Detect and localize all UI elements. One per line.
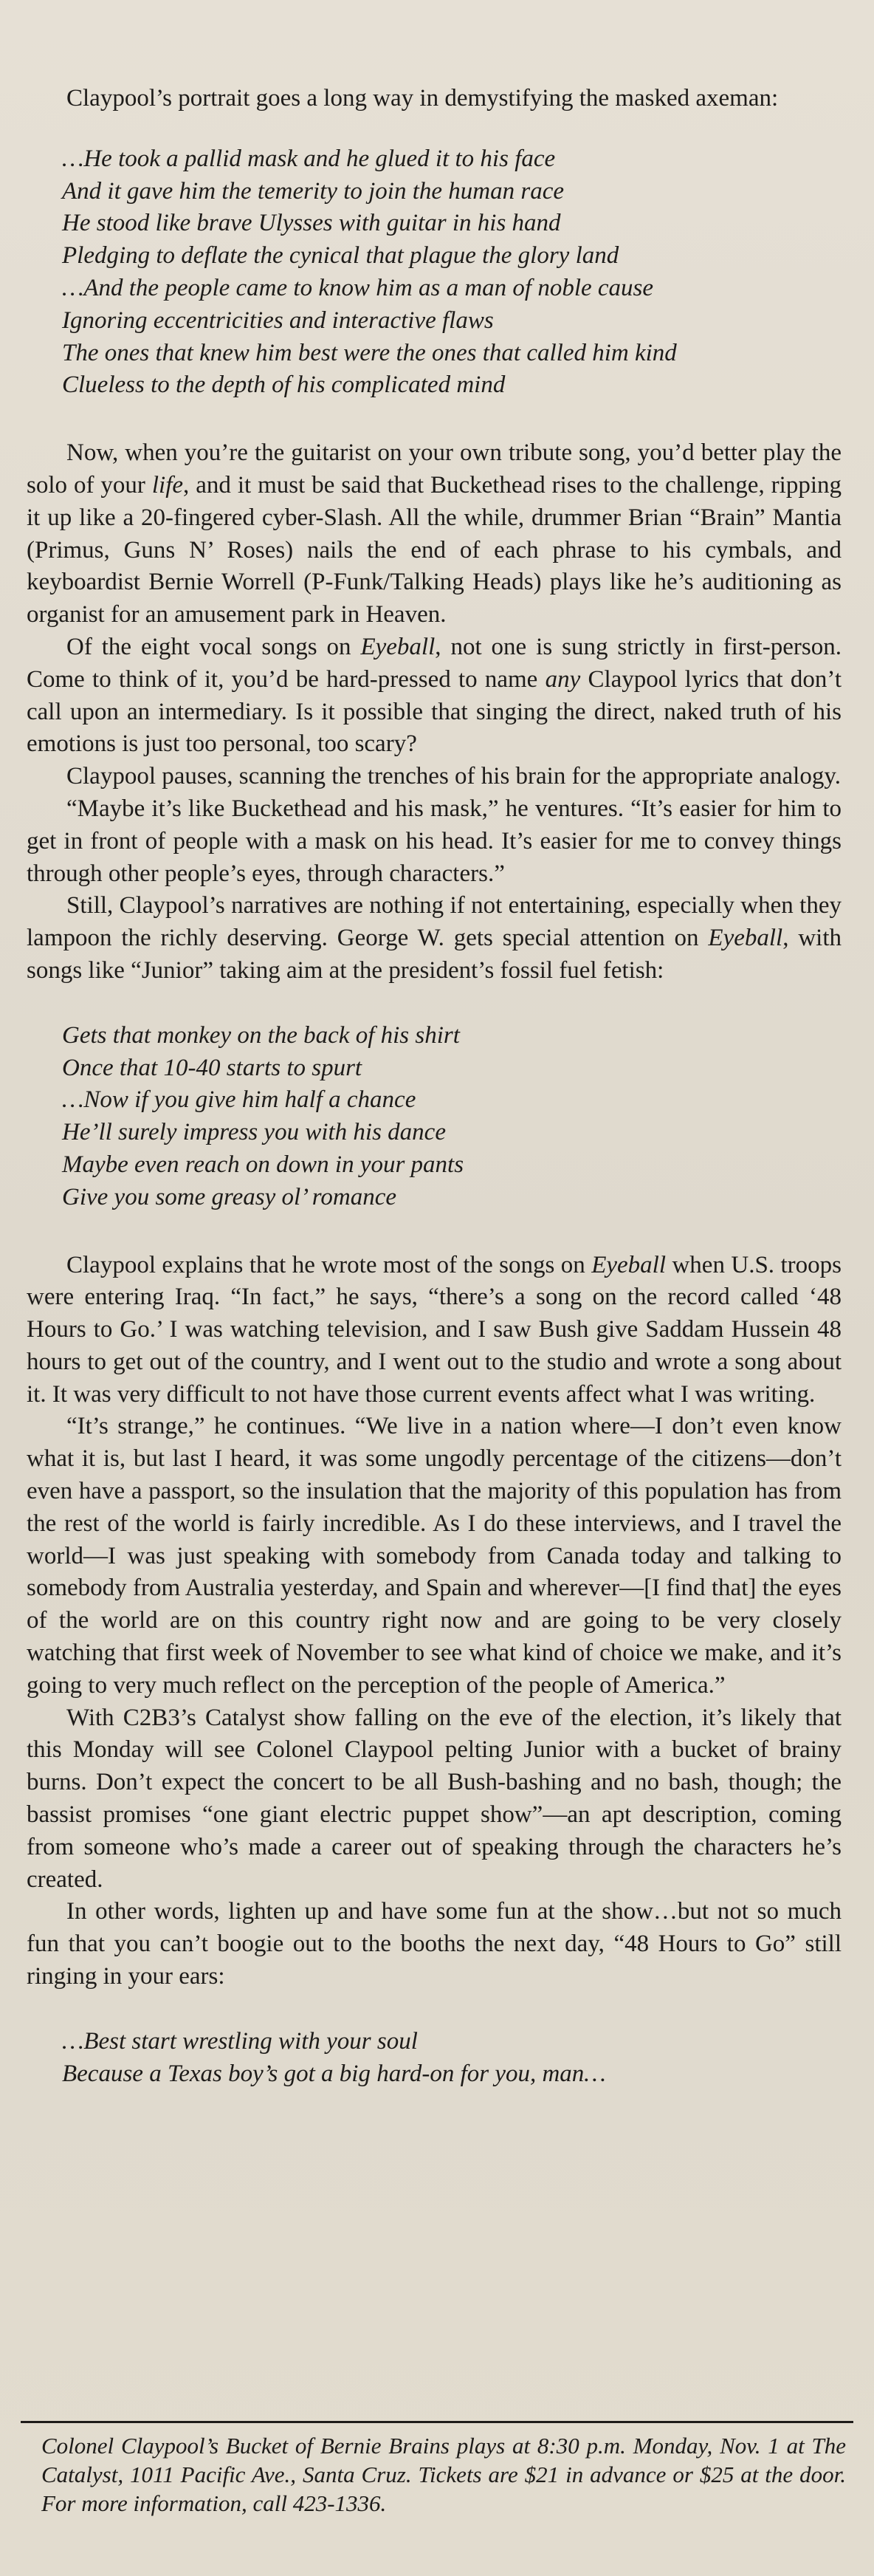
paragraph-lighten-up: In other words, lighten up and have some fun at the show…but not so much fun that you can’t boogie out to the booths the next day, “48 Hours to Go” still ringing in your ears:	[27, 1898, 842, 1990]
paragraph-election: With C2B3’s Catalyst show falling on the eve of the election, it’s likely that this Monday will see Colonel Claypool pelting Junior with a bucket of brainy burns. Don’t expect the concert to be all Bush-bashing and no bash, though; the bassist promises “one giant electric puppet show”—an apt description, coming from someone who’s made a career out of speaking through the characters he’s created.	[27, 1704, 842, 1893]
lyric-line: The ones that knew him best were the ones that called him kind	[62, 339, 677, 366]
lyric-line: Because a Texas boy’s got a big hard-on for you, man…	[62, 2060, 606, 2087]
paragraph-mask-quote: “Maybe it’s like Buckethead and his mask,” he ventures. “It’s easier for him to get in front of people with a mask on his head. It’s easier for me to convey things through other people’s eyes, through characters.”	[27, 795, 842, 887]
divider-rule	[21, 2421, 853, 2423]
lyric-line: …He took a pallid mask and he glued it to his face	[62, 145, 556, 172]
lyric-line: …Best start wrestling with your soul	[62, 2027, 418, 2055]
lyric-line: And it gave him the temerity to join the human race	[62, 177, 565, 205]
paragraph-lampoon: Still, Claypool’s narratives are nothing if not entertaining, especially when they lampoon the richly deserving. George W. gets special attention on Eyeball, with songs like “Junior” taking aim at the president’s fossil fuel fetish:	[27, 892, 842, 984]
lyric-line: Pledging to deflate the cynical that plague the glory land	[62, 242, 619, 270]
lyric-line: Clueless to the depth of his complicated mind	[62, 371, 506, 399]
paragraph-strange: “It’s strange,” he continues. “We live in a nation where—I don’t even know what it is, but last I heard, it was some ungodly percentage of the citizens—don’t even have a passport, so the insulation that the majority of this population has from the rest of the world is fairly incredible. As I do these interviews, and I travel the world—I was just speaking with somebody from Canada today and talking to somebody from Australia yesterday, and Spain and wherever—[I find that] the eyes of the world are on this country right now and are going to be very closely watching that first week of November to see what kind of choice we make, and it’s going to very much reflect on the perception of the people of America.”	[27, 1413, 842, 1699]
paragraph-solo: Now, when you’re the guitarist on your own tribute song, you’d better play the solo of your life, and it must be said that Buckethead rises to the challenge, ripping it up like a 20-fingered cyber-Slash. All the while, drummer Brian “Brain” Mantia (Primus, Guns N’ Roses) nails the end of each phrase to his cymbals, and keyboardist Bernie Worrell (P-Funk/Talking Heads) plays like he’s auditioning as organist for an amusement park in Heaven.	[27, 439, 842, 628]
event-credits: Colonel Claypool’s Bucket of Bernie Brains plays at 8:30 p.m. Monday, Nov. 1 at The Catalyst, 1011 Pacific Ave., Santa Cruz. Tickets are $21 in advance or $25 at the door. For more information, call 423-1336.	[41, 2433, 846, 2516]
lyric-line: Once that 10-40 starts to spurt	[62, 1054, 362, 1081]
lyric-line: He stood like brave Ulysses with guitar in his hand	[62, 210, 561, 237]
lyrics-block-buckethead	[62, 143, 842, 402]
lyric-line: Gets that monkey on the back of his shirt	[62, 1021, 460, 1049]
article-column	[27, 83, 842, 2090]
paragraph-pause: Claypool pauses, scanning the trenches of his brain for the appropriate analogy.	[66, 763, 841, 790]
paragraph-first-person: Of the eight vocal songs on Eyeball, not one is sung strictly in first-person. Come to think of it, you’d be hard-pressed to name any Claypool lyrics that don’t call upon an intermediary. Is it possible that singing the direct, naked truth of his emotions is just too personal, too scary?	[27, 633, 842, 758]
lyrics-block-48-hours	[62, 2026, 842, 2091]
lyric-line: …And the people came to know him as a man of noble cause	[62, 274, 654, 301]
intro-paragraph: Claypool’s portrait goes a long way in demystifying the masked axeman:	[66, 85, 779, 112]
lyric-line: Give you some greasy ol’ romance	[62, 1183, 397, 1210]
lyric-line: Maybe even reach on down in your pants	[62, 1151, 464, 1178]
lyrics-block-junior	[62, 1020, 842, 1214]
lyric-line: Ignoring eccentricities and interactive flaws	[62, 306, 494, 334]
lyric-line: …Now if you give him half a chance	[62, 1086, 416, 1114]
paragraph-iraq: Claypool explains that he wrote most of the songs on Eyeball when U.S. troops were entering Iraq. “In fact,” he says, “there’s a song on the record called ‘48 Hours to Go.’ I was watching television, and I saw Bush give Saddam Hussein 48 hours to get out of the country, and I went out to the studio and wrote a song about it. It was very difficult to not have those current events affect what I was writing.	[27, 1251, 842, 1408]
lyric-line: He’ll surely impress you with his dance	[62, 1119, 446, 1146]
